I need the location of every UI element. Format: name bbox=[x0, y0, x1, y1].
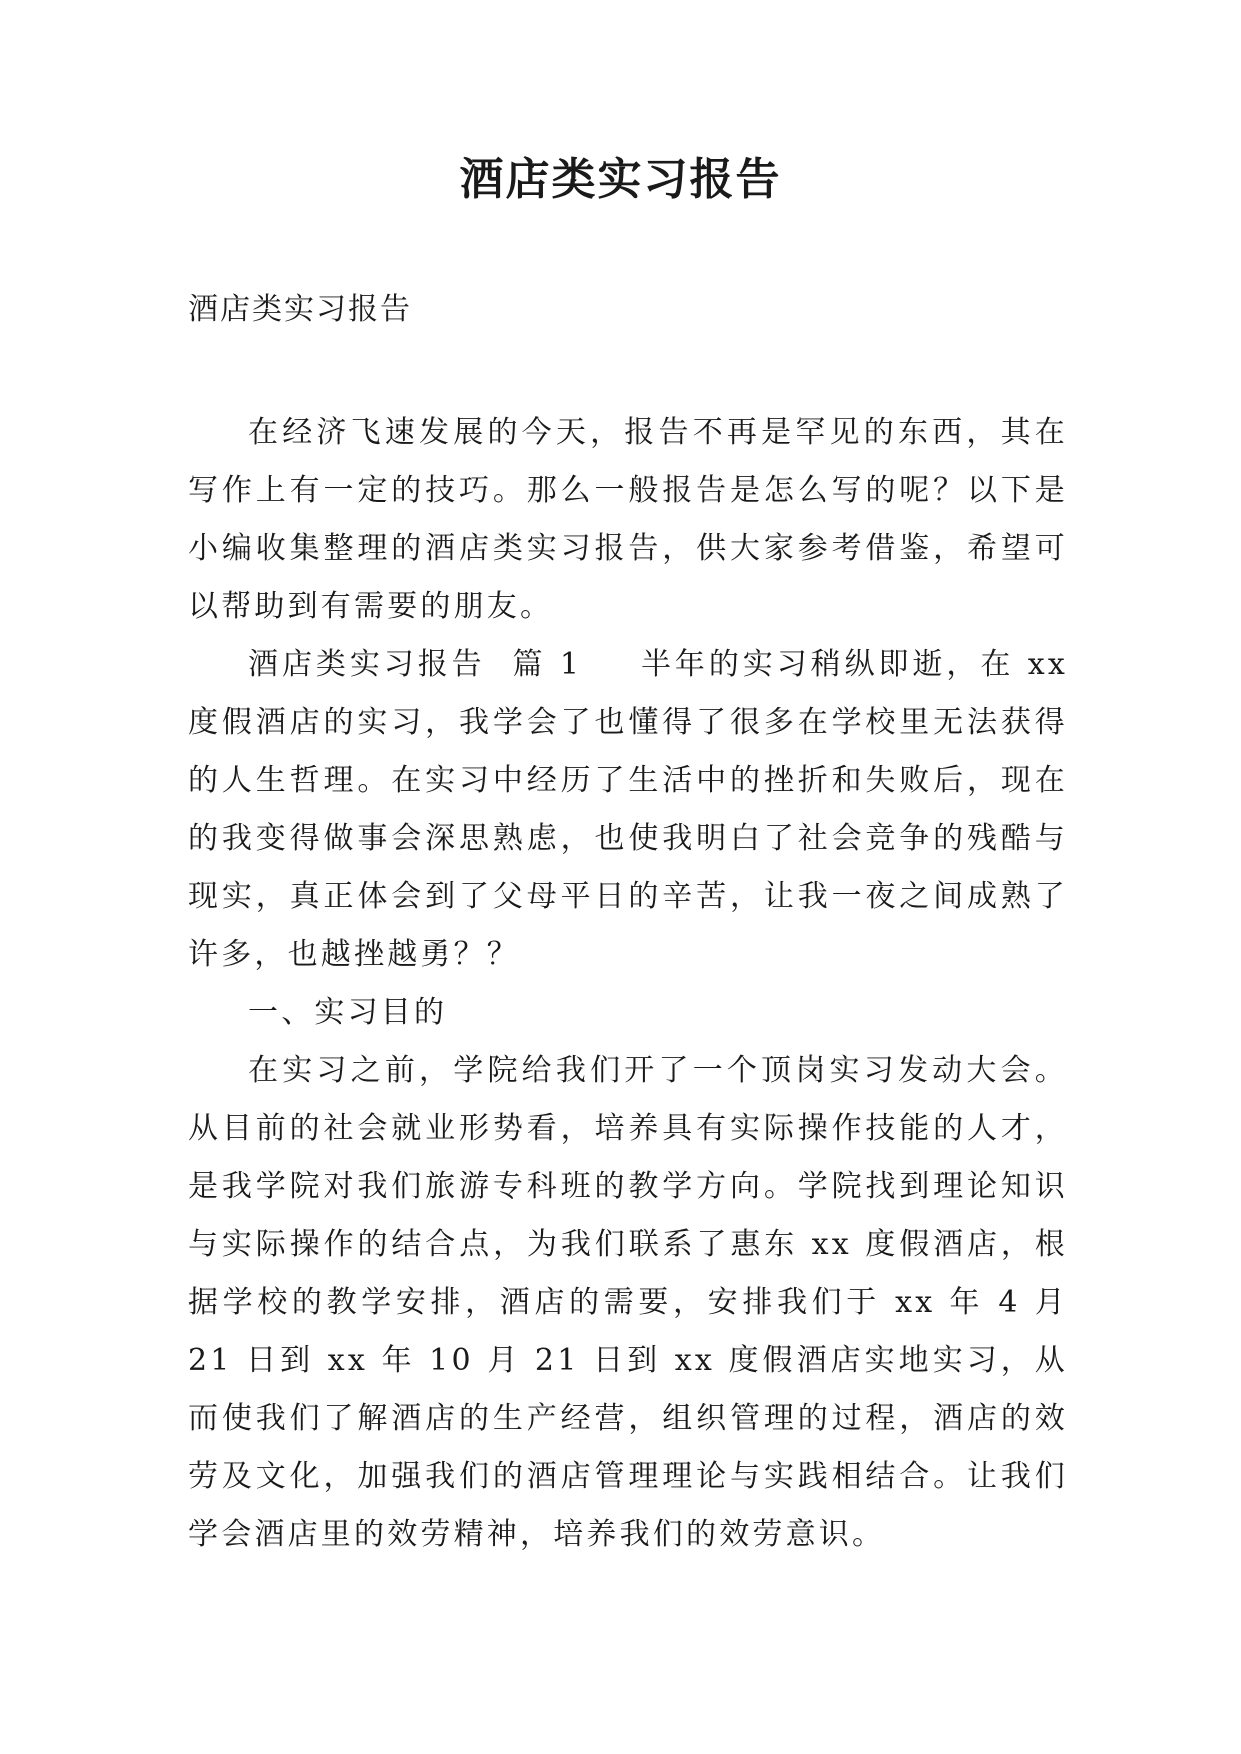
intro-paragraph: 在经济飞速发展的今天，报告不再是罕见的东西，其在写作上有一定的技巧。那么一般报告是怎么写的呢？以下是小编收集整理的酒店类实习报告，供大家参考借鉴，希望可以帮助到有需要的朋友。 bbox=[188, 415, 1068, 624]
section-paragraph: 在实习之前，学院给我们开了一个顶岗实习发动大会。从目前的社会就业形势看，培养具有实际操作技能的人才，是我学院对我们旅游专科班的教学方向。学院找到理论知识与实际操作的结合点，为我们联系了惠东 xx 度假酒店，根据学校的教学安排，酒店的需要，安排我们于 xx 年 4 月 21 日到 xx 年 10 月 21 日到 xx 度假酒店实地实习，从而使我们了解酒店的生产经营，组织管理的过程，酒店的效劳及文化，加强我们的酒店管理理论与实践相结合。让我们学会酒店里的效劳精神，培养我们的效劳意识。 bbox=[188, 1053, 1068, 1552]
chapter-text: 半年的实习稍纵即逝，在 xx 度假酒店的实习，我学会了也懂得了很多在学校里无法获得的人生哲理。在实习中经历了生活中的挫折和失败后，现在的我变得做事会深思熟虑，也使我明白了社会竞争的残酷与现实，真正体会到了父母平日的辛苦，让我一夜之间成熟了许多，也越挫越勇？？ bbox=[188, 647, 1068, 972]
document-title: 酒店类实习报告 bbox=[459, 154, 782, 205]
section-heading: 一、实习目的 bbox=[248, 995, 448, 1030]
chapter-paragraph bbox=[188, 636, 1068, 984]
document-subtitle: 酒店类实习报告 bbox=[188, 292, 412, 327]
document-body bbox=[188, 404, 1068, 1564]
chapter-label: 酒店类实习报告 篇 1 bbox=[248, 647, 583, 682]
